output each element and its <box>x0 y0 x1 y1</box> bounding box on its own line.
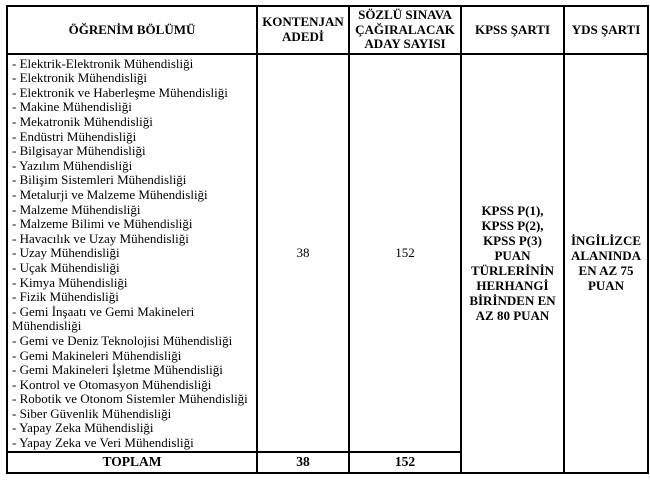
kontenjan-value-cell: 38 <box>257 54 349 452</box>
department-list-item: - Robotik ve Otonom Sistemler Mühendisliği <box>12 391 248 407</box>
department-list-item: - Yazılım Mühendisliği <box>12 157 133 173</box>
department-list-item: - Metalurji ve Malzeme Mühendisliği <box>12 186 208 202</box>
department-list-item: - Bilişim Sistemleri Mühendisliği <box>12 172 187 188</box>
department-list-item: - Mekatronik Mühendisliği <box>12 114 153 130</box>
department-list-item: - Makine Mühendisliği <box>12 99 132 115</box>
table-body-row <box>7 54 648 452</box>
department-list-item: - Bilgisayar Mühendisliği <box>12 143 146 159</box>
toplam-label-cell: TOPLAM <box>7 452 257 473</box>
department-list-item: - Elektrik-Elektronik Mühendisliği <box>12 55 194 71</box>
department-list-item: - Fizik Mühendisliği <box>12 289 119 305</box>
header-ogrenim-bolumu: ÖĞRENİM BÖLÜMÜ <box>7 6 257 54</box>
header-yds-sarti: YDS ŞARTI <box>564 6 648 54</box>
department-list-item: - Gemi Makineleri İşletme Mühendisliği <box>12 362 223 378</box>
department-list-item: - Elektronik Mühendisliği <box>12 70 148 86</box>
department-list-item: - Malzeme Mühendisliği <box>12 201 141 217</box>
toplam-sozlu-sinav-cell: 152 <box>349 452 461 473</box>
recruitment-quota-table <box>6 5 649 474</box>
header-kpss-sarti: KPSS ŞARTI <box>461 6 564 54</box>
department-list-item: - Yapay Zeka ve Veri Mühendisliği <box>12 435 194 451</box>
department-list-item: - Gemi ve Deniz Teknolojisi Mühendisliği <box>12 332 233 348</box>
header-sozlu-sinava-cagrilacak: SÖZLÜ SINAVA ÇAĞIRALACAK ADAY SAYISI <box>349 6 461 54</box>
kpss-requirement-cell: KPSS P(1), KPSS P(2), KPSS P(3) PUAN TÜRLERİNİN HERHANGİ BİRİNDEN EN AZ 80 PUAN <box>461 54 564 473</box>
department-list-item: - Uzay Mühendisliği <box>12 245 120 261</box>
department-list-item: - Gemi İnşaatı ve Gemi Makineleri Mühendisliği <box>12 303 195 334</box>
department-list-item: - Kontrol ve Otomasyon Mühendisliği <box>12 376 212 392</box>
department-list-item: - Endüstri Mühendisliği <box>12 128 137 144</box>
table-header-row <box>7 6 648 54</box>
sozlu-sinav-value-cell: 152 <box>349 54 461 452</box>
department-list-item: - Siber Güvenlik Mühendisliği <box>12 405 172 421</box>
department-list-item: - Uçak Mühendisliği <box>12 259 120 275</box>
yds-requirement-cell: İNGİLİZCE ALANINDA EN AZ 75 PUAN <box>564 54 648 473</box>
header-kontenjan-adedi: KONTENJAN ADEDİ <box>257 6 349 54</box>
department-list-item: - Elektronik ve Haberleşme Mühendisliği <box>12 84 228 100</box>
department-list-item: - Gemi Makineleri Mühendisliği <box>12 347 182 363</box>
department-list-item: - Havacılık ve Uzay Mühendisliği <box>12 230 189 246</box>
toplam-kontenjan-cell: 38 <box>257 452 349 473</box>
department-list-item: - Malzeme Bilimi ve Mühendisliği <box>12 216 193 232</box>
department-list-cell <box>7 54 257 452</box>
department-list-item: - Kimya Mühendisliği <box>12 274 128 290</box>
department-list-item: - Yapay Zeka Mühendisliği <box>12 420 154 436</box>
